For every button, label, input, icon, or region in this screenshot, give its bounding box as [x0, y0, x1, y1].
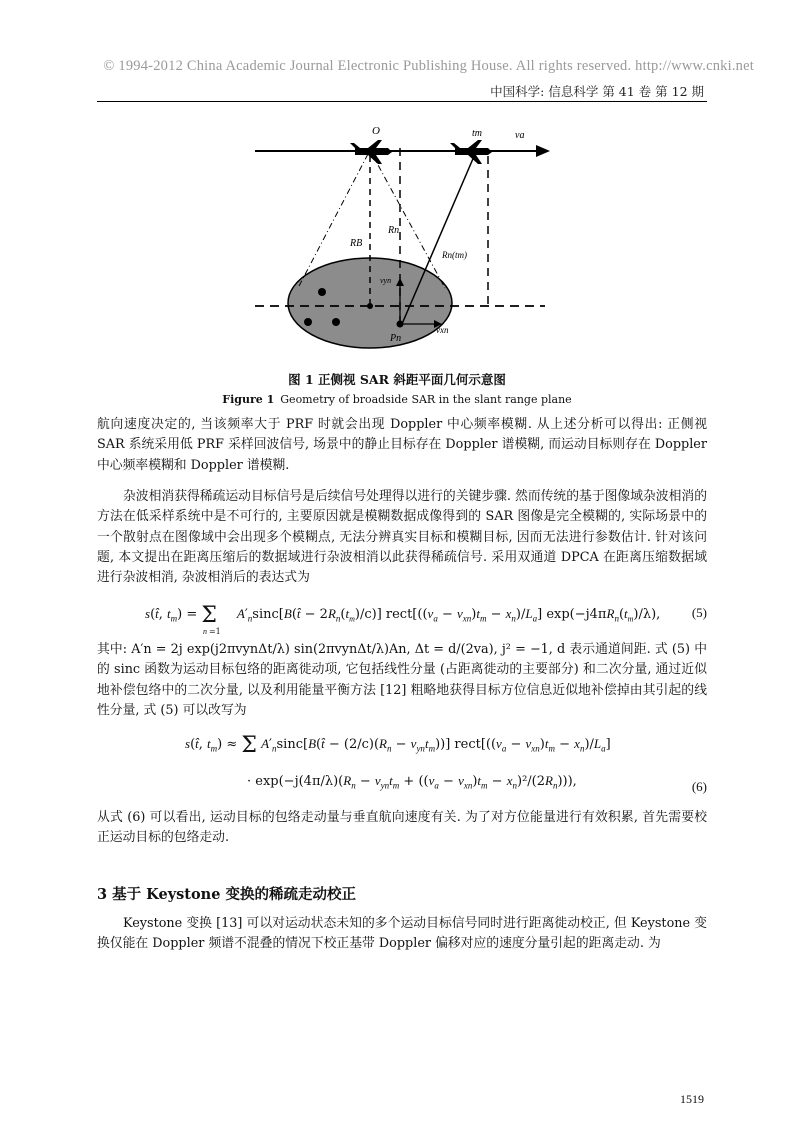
page-number: 1519 — [680, 1092, 704, 1106]
label-rn: Rn — [388, 225, 400, 236]
paragraph-2: 杂波相消获得稀疏运动目标信号是后续信号处理得以进行的关键步骤. 然而传统的基于图像域杂波相消的方法在低采样系统中是不可行的, 主要原因就是模糊数据成像得到的 SAR 图像是完全模糊的, 实际场景中的一个散射点在图像域中会出现多个模糊点, 无法分辨真实目标和模糊目标, 因而无法进行参数估计. 针对该问题, 本文提出在距离压缩后的数据域进行杂波相消以此获得稀疏信号. 采用双通道 DPCA 在距离压缩数据域进行杂波相消, 杂波相消后的表达式为 — [97, 489, 707, 586]
paragraph-5: Keystone 变换 [13] 可以对运动状态未知的多个运动目标信号同时进行距离徙动校正, 但 Keystone 变换仅能在 Doppler 频谱不混叠的情况下校正基带 Doppler 偏移对应的速度分量引起的距离走动. 为 — [97, 916, 707, 952]
header-rule — [97, 101, 707, 102]
paragraph-3: 其中: A′n = 2j exp(j2πvynΔt/λ) sin(2πvynΔt/λ)An, Δt = d/(2va), j² = −1, d 表示通道间距. 式 (5) 中的 sinc 函数为运动目标包络的距离徙动项, 它包括线性分量 (占距离徙动的主要部分) 和二次分量, 通过近似地补偿包络中的二次分量, 以及利用能量平衡方法 [12] 粗略地获得目标方位信息近似地补偿掉由其引起的线性分量, 式 (5) 可以改写为 — [97, 642, 707, 718]
label-rb: RB — [350, 238, 363, 249]
scene-center-dot — [367, 303, 373, 309]
section-3-heading: 3 基于 Keystone 变换的稀疏走动校正 — [97, 886, 356, 903]
figure-caption-en — [0, 393, 794, 406]
paragraph-4: 从式 (6) 可以看出, 运动目标的包络走动量与垂直航向速度有关. 为了对方位能量进行有效积累, 首先需要校正运动目标的包络走动. — [97, 810, 707, 846]
figure-1-geometry — [210, 118, 570, 358]
label-va: va — [515, 130, 525, 141]
label-origin: O — [372, 125, 380, 137]
target-dot — [318, 288, 326, 296]
label-vxn: vxn — [436, 325, 449, 335]
equation-6-line-1: s(t̂, $t_m) \approx \Sigma$ $A'_n\sin c[B(t̂ - (2/c)(R_n - v_{yn}t_m))]$ $rect[((v_a - v_{xn})t_m - x_n)/L_a]$ — [185, 733, 611, 758]
label-rn-tm: Rn(tm) — [442, 250, 467, 260]
label-pn: Pn — [390, 333, 402, 344]
equation-6-line-2: · $\exp(-j(4\pi/\lambda)(R_n - v_{yn}t_m + ((v_a - v_{xn})t_m - x_n)^2/(2R_n)))$, — [247, 773, 577, 791]
airplane-o-icon — [350, 140, 392, 164]
target-dot — [304, 318, 312, 326]
copyright-watermark: © 1994-2012 China Academic Journal Electronic Publishing House. All rights reserved. http://www.cnki.net — [103, 58, 754, 74]
target-dot — [332, 318, 340, 326]
equation-6 — [97, 727, 707, 799]
label-vyn: vyn — [380, 276, 392, 285]
equation-5 — [97, 595, 707, 639]
figure-caption-text: Geometry of broadside SAR in the slant range plane — [280, 393, 572, 406]
paragraph-1: 航向速度决定的, 当该频率大于 PRF 时就会出现 Doppler 中心频率模糊. 从上述分析可以得出: 正侧视 SAR 系统采用低 PRF 采样回波信号, 场景中的静止目标存在 Doppler 谱模糊, 而运动目标则存在 Doppler 中心频率模糊和 Doppler 谱模糊. — [97, 417, 707, 473]
airplane-tm-icon — [450, 140, 492, 164]
equation-6-number: (6) — [691, 779, 707, 794]
flight-arrow-head — [536, 145, 550, 157]
figure-caption-cn: 图 1 正侧视 SAR 斜距平面几何示意图 — [288, 372, 506, 387]
figure-label: Figure 1 — [222, 393, 275, 406]
equation-5-body: s(t̂, $t_m) = \Sigma_n$ $_{=1}$ $A'_n\sin c[B(t̂ - 2R_n(t_m)/c)]$ $rect[((v_a - v_{xn})t_m - x_n)/L_a]$ $\exp(-j4\pi R_n(t_m)/\lambda)$, — [145, 603, 661, 636]
journal-header: 中国科学: 信息科学 第 41 卷 第 12 期 — [490, 84, 704, 99]
equation-5-number: (5) — [691, 605, 707, 620]
label-tm: tm — [472, 128, 482, 139]
